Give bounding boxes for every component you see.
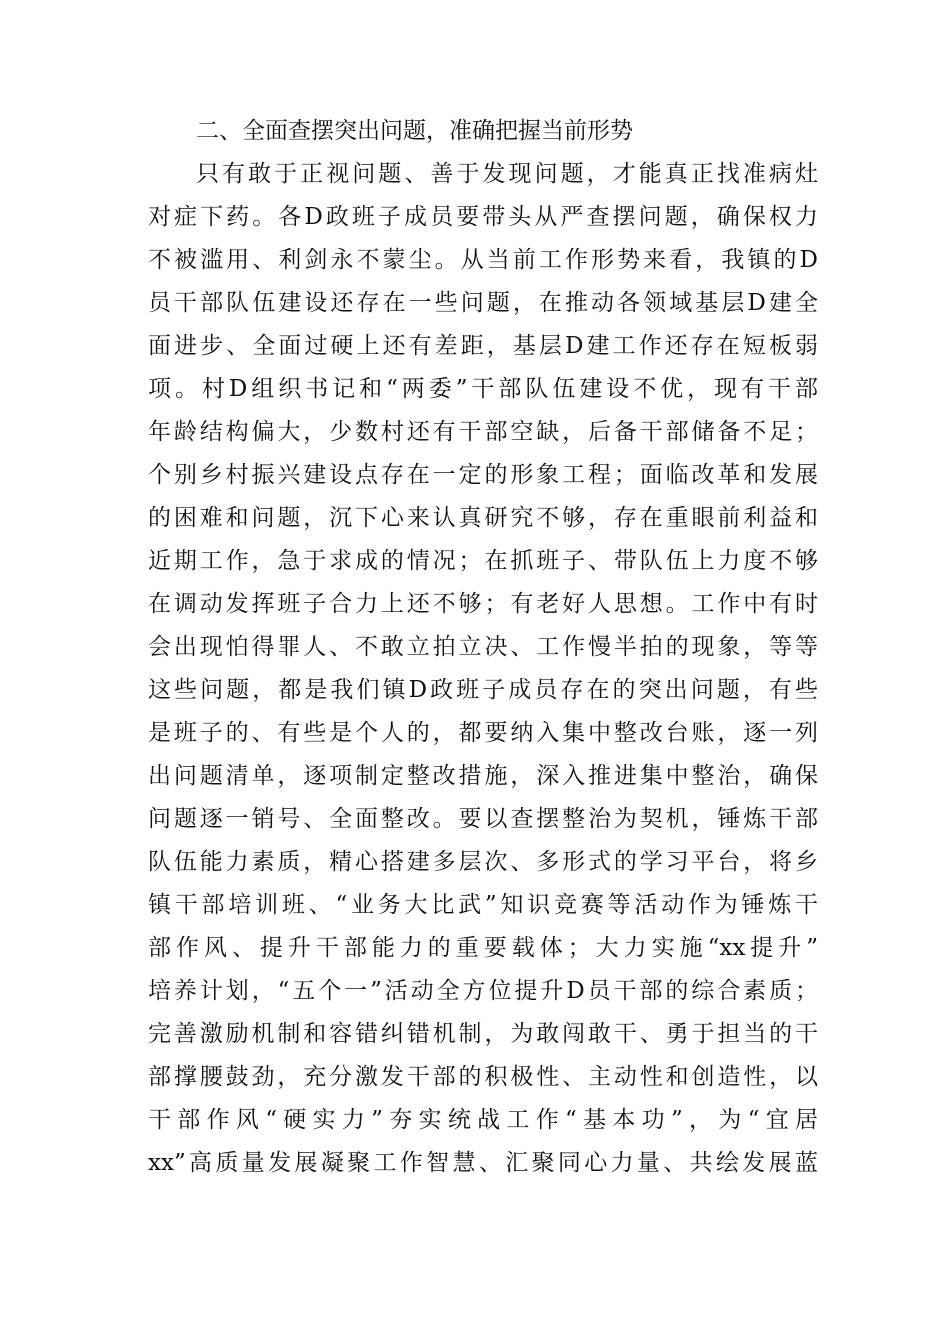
paragraph-line: 在调动发挥班子合力上还不够；有老好人思想。工作中有时 <box>148 591 818 617</box>
paragraph-line: 对症下药。各D政班子成员要带头从严查摆问题，确保权力 <box>148 204 818 230</box>
paragraph-line: 干部作风“硬实力”夯实统战工作“基本功”，为“宜居 <box>148 1107 818 1133</box>
paragraph-line: 员干部队伍建设还存在一些问题，在推动各领域基层D建全 <box>148 290 818 316</box>
paragraph-line: 部撑腰鼓劲，充分激发干部的积极性、主动性和创造性，以 <box>148 1064 818 1090</box>
paragraph-line: 问题逐一销号、全面整改。要以查摆整治为契机，锤炼干部 <box>148 806 818 832</box>
paragraph-line: 年龄结构偏大，少数村还有干部空缺，后备干部储备不足； <box>148 419 818 445</box>
paragraph-line: 会出现怕得罪人、不敢立拍立决、工作慢半拍的现象，等等 <box>148 634 818 660</box>
paragraph-line: 的困难和问题，沉下心来认真研究不够，存在重眼前利益和 <box>148 505 818 531</box>
section-heading: 二、全面查摆突出问题，准确把握当前形势 <box>196 118 633 144</box>
paragraph-line: 这些问题，都是我们镇D政班子成员存在的突出问题，有些 <box>148 677 818 703</box>
paragraph-line: 只有敢于正视问题、善于发现问题，才能真正找准病灶 <box>196 161 818 187</box>
paragraph-line: 部作风、提升干部能力的重要载体；大力实施“xx提升” <box>148 935 818 961</box>
paragraph-line: 近期工作，急于求成的情况；在抓班子、带队伍上力度不够 <box>148 548 818 574</box>
paragraph-line: 出问题清单，逐项制定整改措施，深入推进集中整治，确保 <box>148 763 818 789</box>
paragraph-line: 不被滥用、利剑永不蒙尘。从当前工作形势来看，我镇的D <box>148 247 818 273</box>
paragraph-line: 面进步、全面过硬上还有差距，基层D建工作还存在短板弱 <box>148 333 818 359</box>
paragraph-line: 完善激励机制和容错纠错机制，为敢闯敢干、勇于担当的干 <box>148 1021 818 1047</box>
paragraph-line: 培养计划，“五个一”活动全方位提升D员干部的综合素质； <box>148 978 818 1004</box>
document-body <box>148 110 818 1185</box>
paragraph-line: 是班子的、有些是个人的，都要纳入集中整改台账，逐一列 <box>148 720 818 746</box>
paragraph-line: 项。村D组织书记和“两委”干部队伍建设不优，现有干部 <box>148 376 818 402</box>
paragraph-line: xx”高质量发展凝聚工作智慧、汇聚同心力量、共绘发展蓝 <box>148 1150 818 1176</box>
paragraph-line: 个别乡村振兴建设点存在一定的形象工程；面临改革和发展 <box>148 462 818 488</box>
paragraph-line: 队伍能力素质，精心搭建多层次、多形式的学习平台，将乡 <box>148 849 818 875</box>
paragraph-line: 镇干部培训班、“业务大比武”知识竞赛等活动作为锤炼干 <box>148 892 818 918</box>
